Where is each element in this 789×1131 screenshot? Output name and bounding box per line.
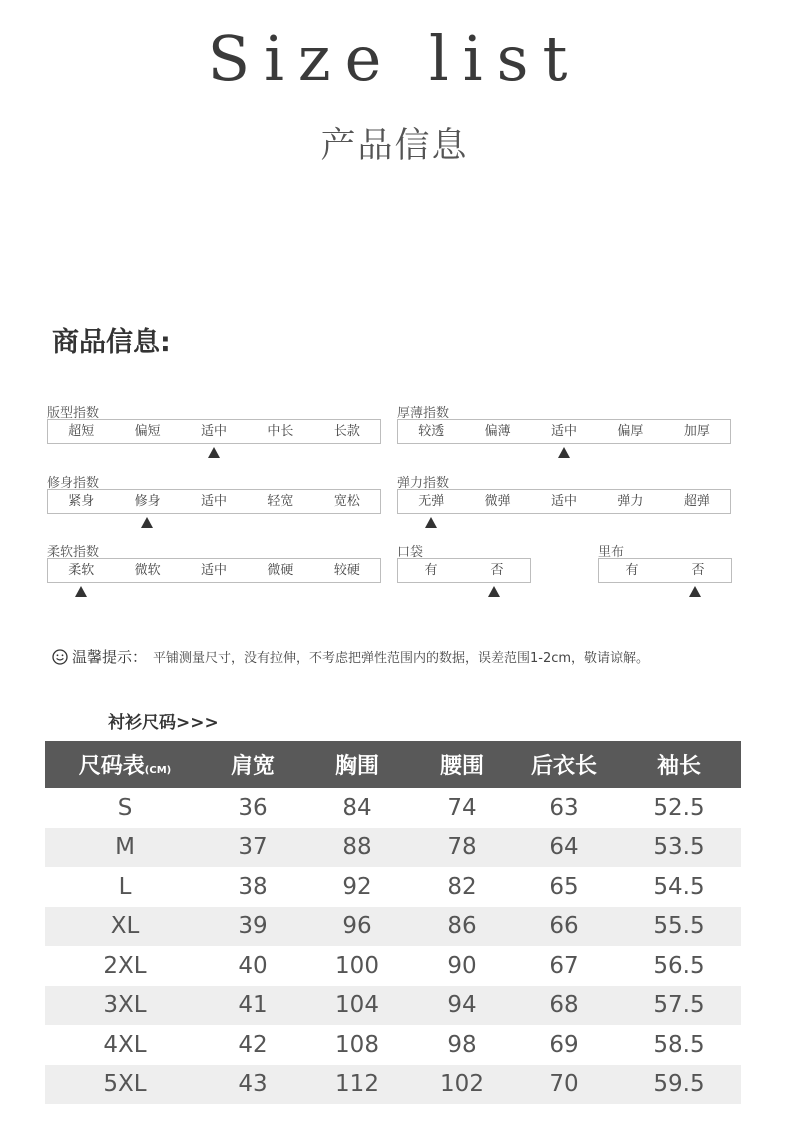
cell-chest: 108: [335, 1031, 379, 1058]
cell-chest: 112: [301, 1065, 413, 1105]
cell-sleeve: 53.5: [617, 828, 741, 868]
cell-shoulder: 38: [238, 873, 268, 900]
cell-sleeve: 57.5: [617, 986, 741, 1026]
selected-marker-icon: [558, 447, 570, 458]
index-option: 偏厚: [617, 424, 644, 439]
cell-size: 3XL: [45, 986, 205, 1026]
table-row: [45, 1065, 741, 1105]
header-size: [45, 741, 205, 788]
cell-waist: 74: [447, 794, 477, 821]
cell-chest: 84: [342, 794, 372, 821]
cell-chest: 96: [301, 907, 413, 947]
selected-marker-icon: [689, 586, 701, 597]
index-option: 偏短: [134, 424, 161, 439]
cell-shoulder: 40: [238, 952, 268, 979]
selected-marker-icon: [208, 447, 220, 458]
index-label: 里布: [598, 545, 625, 560]
cell-waist: 102: [413, 1065, 511, 1105]
cell-length: 69: [549, 1031, 579, 1058]
cell-shoulder: 36: [238, 794, 268, 821]
cell-size: L: [118, 873, 132, 900]
index-options: [47, 419, 381, 444]
cell-shoulder: 37: [205, 828, 301, 868]
index-options: [397, 419, 731, 444]
table-row: [45, 907, 741, 947]
cell-sleeve: 54.5: [653, 873, 705, 900]
index-option: 否: [691, 563, 705, 578]
index-thickness: [397, 402, 731, 462]
selected-marker-icon: [141, 517, 153, 528]
cell-waist: 98: [447, 1031, 477, 1058]
cell-size: 4XL: [103, 1031, 147, 1058]
cell-length: 67: [549, 952, 579, 979]
cell-sleeve: 52.5: [653, 794, 705, 821]
index-stretch: [397, 472, 731, 532]
cell-waist: 82: [447, 873, 477, 900]
index-pocket: [397, 541, 531, 601]
cell-size: 5XL: [45, 1065, 205, 1105]
header-waist: 腰围: [413, 741, 511, 788]
cell-shoulder: 43: [205, 1065, 301, 1105]
table-row: [45, 986, 741, 1026]
cell-waist: 94: [413, 986, 511, 1026]
cell-waist: 90: [447, 952, 477, 979]
cell-sleeve: 55.5: [617, 907, 741, 947]
index-option: 长款: [333, 424, 360, 439]
header-chest: 胸围: [301, 741, 413, 788]
cell-shoulder: 42: [238, 1031, 268, 1058]
cell-sleeve: 56.5: [653, 952, 705, 979]
index-fit: [47, 402, 381, 462]
index-option: 较硬: [333, 563, 360, 578]
cell-shoulder: 41: [205, 986, 301, 1026]
index-option: 否: [490, 563, 504, 578]
table-row: [45, 828, 741, 868]
cell-size: XL: [45, 907, 205, 947]
size-table: [45, 741, 741, 1104]
table-header-row: [45, 741, 741, 788]
cell-sleeve: 58.5: [653, 1031, 705, 1058]
section-title: 商品信息:: [52, 327, 171, 358]
index-option: 修身: [134, 494, 161, 509]
index-options: [598, 558, 732, 583]
header-unit: (CM): [144, 765, 172, 776]
index-option: 微软: [134, 563, 161, 578]
cell-size: M: [45, 828, 205, 868]
tip-label: 温馨提示：: [72, 648, 148, 666]
index-option: 适中: [201, 424, 228, 439]
index-option: 紧身: [68, 494, 95, 509]
table-row: [45, 1025, 741, 1065]
index-option: 有: [625, 563, 639, 578]
index-option: 无弹: [418, 494, 445, 509]
selected-marker-icon: [425, 517, 437, 528]
table-row: [45, 946, 741, 986]
table-row: [45, 788, 741, 828]
index-option: 超短: [68, 424, 95, 439]
index-option: 超弹: [683, 494, 710, 509]
index-option: 有: [424, 563, 438, 578]
index-options: [397, 489, 731, 514]
index-option: 适中: [201, 494, 228, 509]
cell-waist: 86: [413, 907, 511, 947]
smile-icon: [52, 649, 68, 665]
cell-length: 64: [511, 828, 617, 868]
page-title: Size list: [207, 22, 582, 95]
cell-size: S: [117, 794, 133, 821]
index-options: [397, 558, 531, 583]
index-option: 弹力: [617, 494, 644, 509]
tip-text: 平铺测量尺寸，没有拉伸，不考虑把弹性范围内的数据，误差范围1-2cm，敬请谅解。: [153, 651, 650, 666]
cell-chest: 92: [342, 873, 372, 900]
cell-waist: 78: [413, 828, 511, 868]
index-options: [47, 558, 381, 583]
cell-length: 65: [549, 873, 579, 900]
index-option: 轻宽: [267, 494, 294, 509]
index-option: 适中: [551, 494, 578, 509]
table-row: [45, 867, 741, 907]
index-label: 修身指数: [47, 476, 100, 491]
header-size-label: 尺码表: [78, 754, 145, 779]
cell-length: 63: [549, 794, 579, 821]
cell-chest: 88: [301, 828, 413, 868]
index-option: 柔软: [68, 563, 95, 578]
cell-chest: 100: [335, 952, 379, 979]
index-option: 偏薄: [484, 424, 511, 439]
index-option: 适中: [551, 424, 578, 439]
selected-marker-icon: [75, 586, 87, 597]
index-label: 口袋: [397, 545, 424, 560]
cell-chest: 104: [301, 986, 413, 1026]
cell-length: 66: [511, 907, 617, 947]
index-option: 中长: [267, 424, 294, 439]
index-options: [47, 489, 381, 514]
index-label: 弹力指数: [397, 476, 450, 491]
index-label: 厚薄指数: [397, 406, 450, 421]
cell-length: 68: [511, 986, 617, 1026]
index-option: 宽松: [333, 494, 360, 509]
index-option: 较透: [418, 424, 445, 439]
cell-shoulder: 39: [205, 907, 301, 947]
index-option: 适中: [201, 563, 228, 578]
header-sleeve: 袖长: [617, 741, 741, 788]
index-label: 柔软指数: [47, 545, 100, 560]
page-subtitle: 产品信息: [320, 126, 469, 166]
cell-sleeve: 59.5: [617, 1065, 741, 1105]
cell-size: 2XL: [103, 952, 147, 979]
cell-length: 70: [511, 1065, 617, 1105]
index-lining: [598, 541, 732, 601]
index-option: 微弹: [484, 494, 511, 509]
header-shoulder: 肩宽: [205, 741, 301, 788]
index-option: 加厚: [683, 424, 710, 439]
header-length: 后衣长: [511, 741, 617, 788]
index-label: 版型指数: [47, 406, 100, 421]
index-option: 微硬: [267, 563, 294, 578]
index-softness: [47, 541, 381, 601]
size-table-title: 衬衫尺码>>>: [108, 713, 219, 733]
tip-line: [52, 646, 649, 667]
index-slim: [47, 472, 381, 532]
selected-marker-icon: [488, 586, 500, 597]
